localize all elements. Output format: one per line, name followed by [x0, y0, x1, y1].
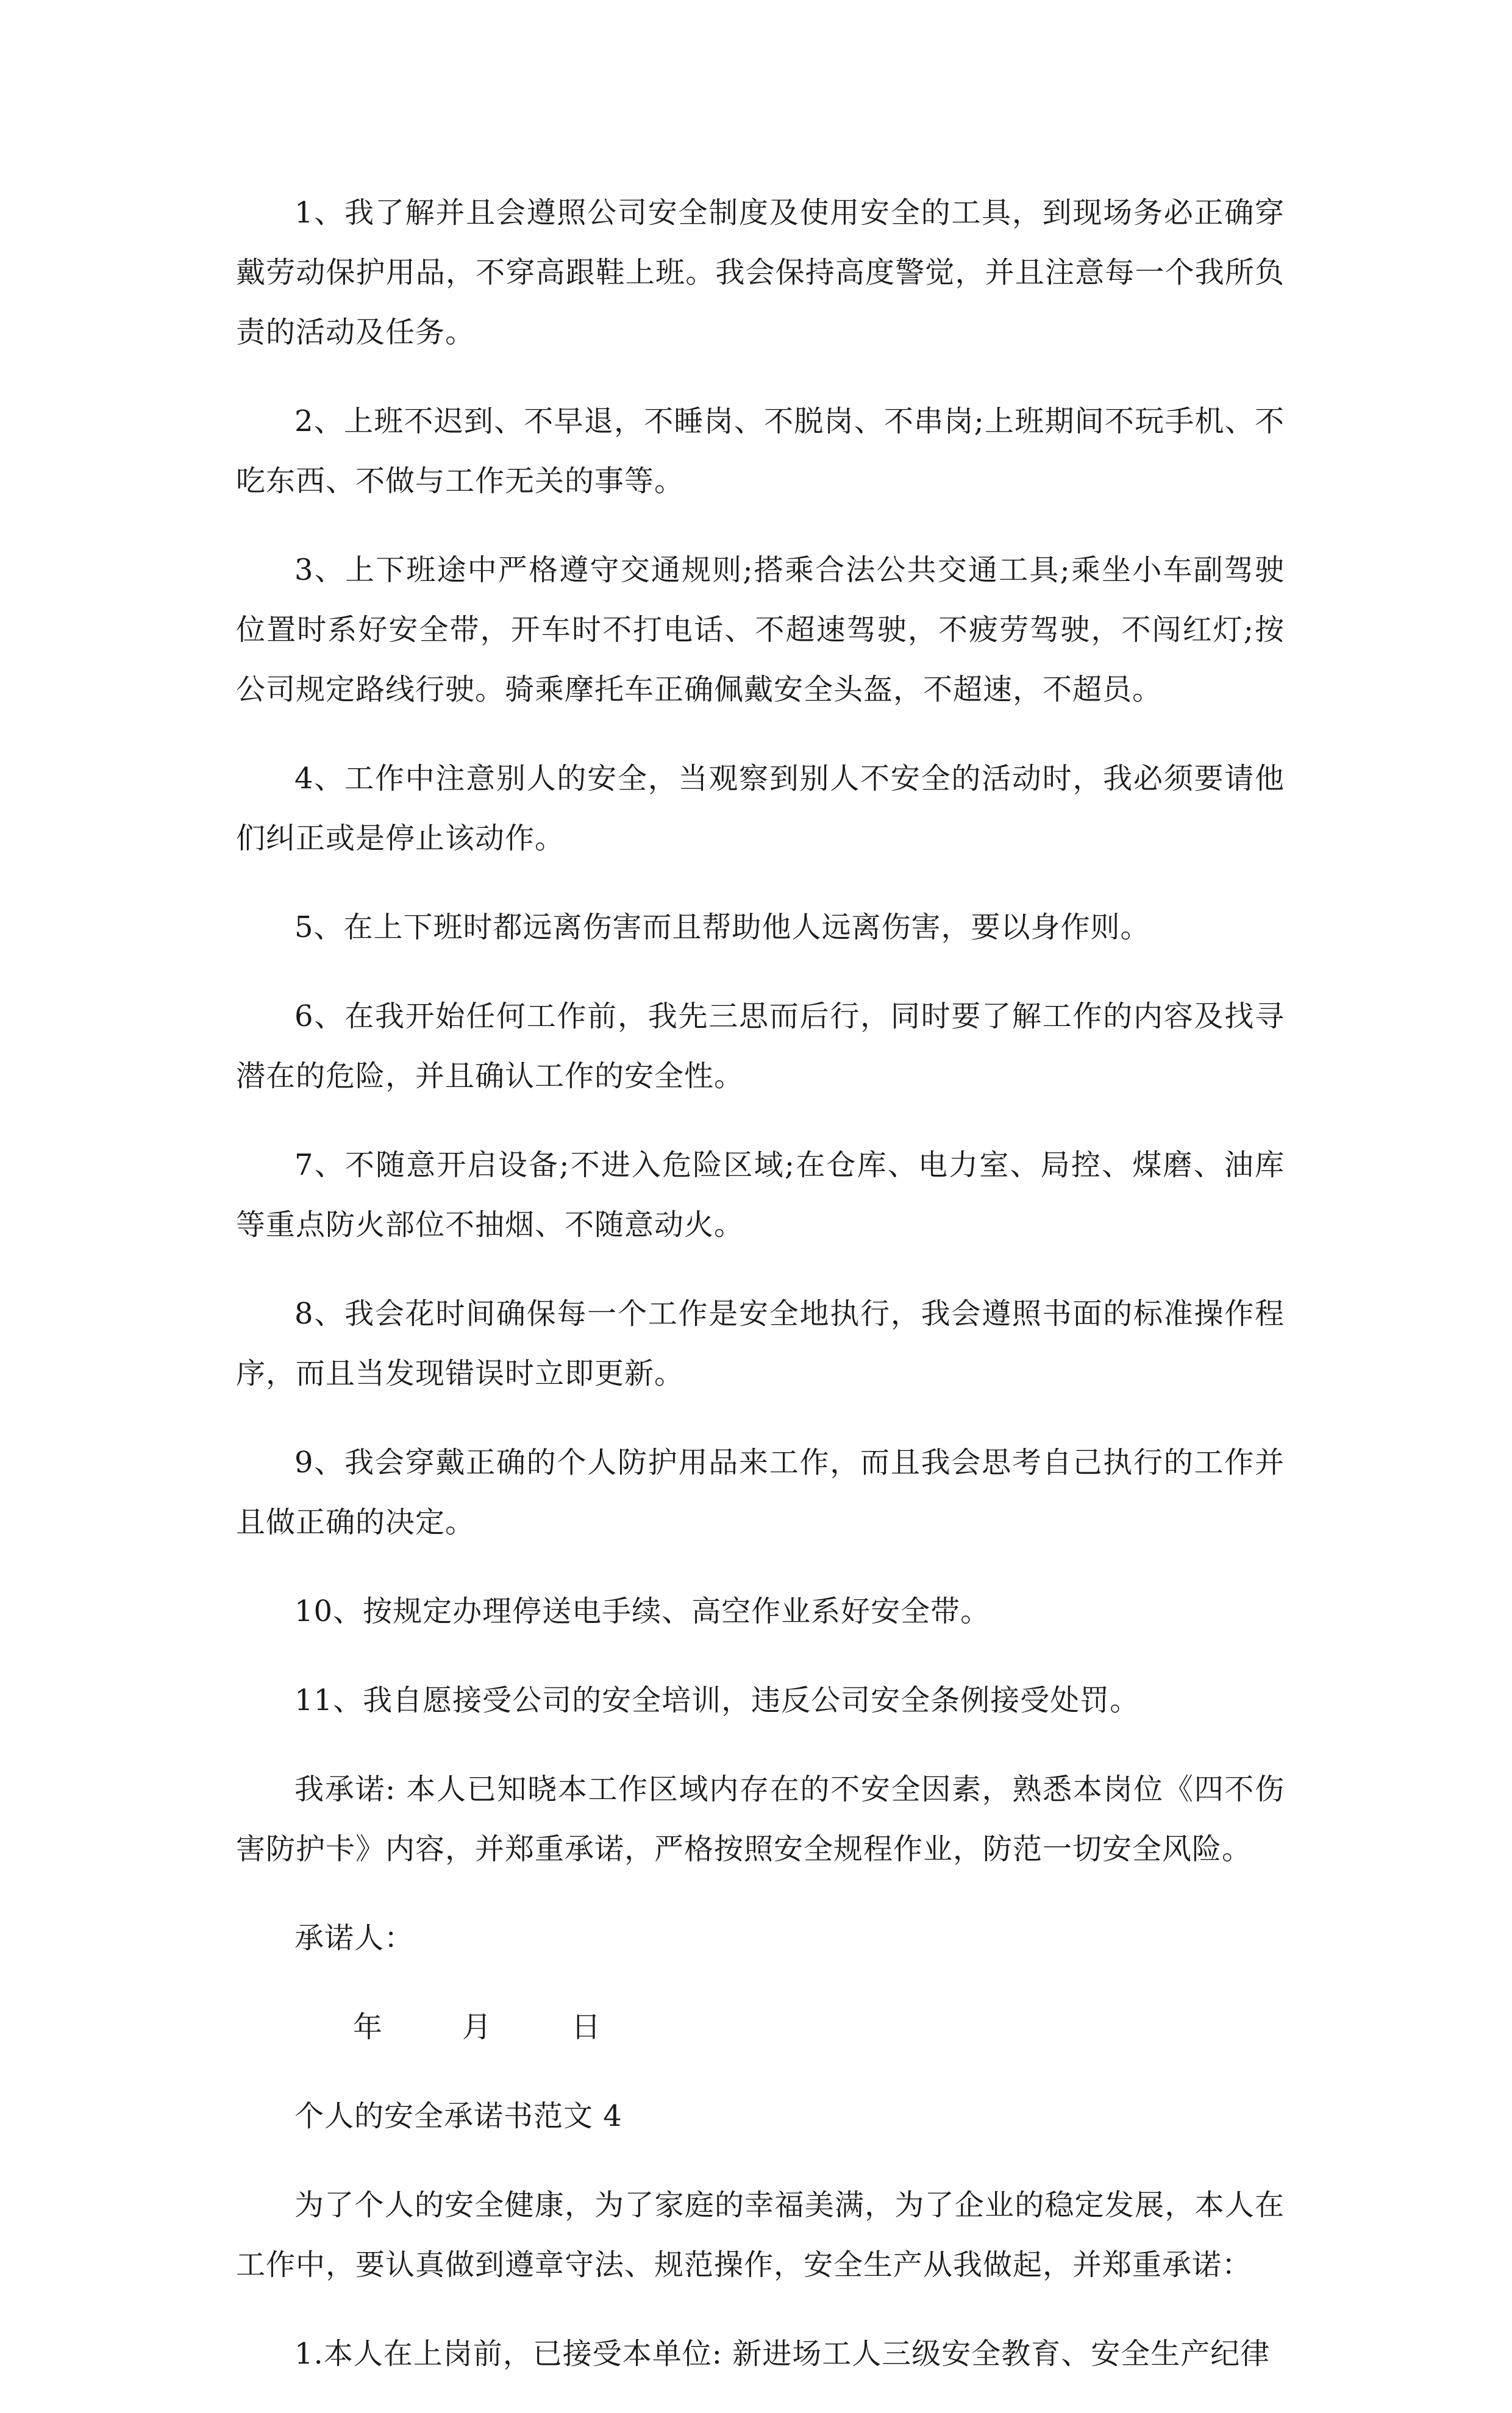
paragraph-item-11: 11、我自愿接受公司的安全培训，违反公司安全条例接受处罚。	[294, 1683, 1140, 1717]
date-month-label: 月	[462, 2010, 493, 2044]
section-intro-paragraph: 为了个人的安全健康，为了家庭的幸福美满，为了企业的稳定发展，本人在工作中，要认真做到遵章守法、规范操作，安全生产从我做起，并郑重承诺：	[236, 2188, 1285, 2282]
paragraph-item-1: 1、我了解并且会遵照公司安全制度及使用安全的工具，到现场务必正确穿戴劳动保护用品，不穿高跟鞋上班。我会保持高度警觉，并且注意每一个我所负责的活动及任务。	[236, 196, 1285, 349]
paragraph-item-7: 7、不随意开启设备;不进入危险区域;在仓库、电力室、局控、煤磨、油库等重点防火部位不抽烟、不随意动火。	[236, 1148, 1285, 1242]
date-day-label: 日	[571, 2010, 602, 2044]
paragraph-item-9: 9、我会穿戴正确的个人防护用品来工作，而且我会思考自己执行的工作并且做正确的决定。	[236, 1445, 1285, 1539]
date-year-label: 年	[353, 2010, 383, 2044]
paragraph-item-10: 10、按规定办理停送电手续、高空作业系好安全带。	[294, 1594, 991, 1628]
paragraph-item-3: 3、上下班途中严格遵守交通规则;搭乘合法公共交通工具;乘坐小车副驾驶位置时系好安全带，开车时不打电话、不超速驾驶，不疲劳驾驶，不闯红灯;按公司规定路线行驶。骑乘摩托车正确佩戴安全头盔，不超速，不超员。	[236, 553, 1285, 707]
section-paragraph-item-1: 1.本人在上岗前，已接受本单位: 新进场工人三级安全教育、安全生产纪律	[294, 2337, 1271, 2371]
paragraph-item-6: 6、在我开始任何工作前，我先三思而后行，同时要了解工作的内容及找寻潜在的危险，并且确认工作的安全性。	[236, 999, 1285, 1093]
signature-label: 承诺人：	[294, 1921, 415, 1955]
date-line	[236, 1997, 1285, 2057]
paragraph-item-2: 2、上班不迟到、不早退，不睡岗、不脱岗、不串岗;上班期间不玩手机、不吃东西、不做与工作无关的事等。	[236, 404, 1285, 498]
section-title: 个人的安全承诺书范文 4	[294, 2099, 622, 2133]
paragraph-item-5: 5、在上下班时都远离伤害而且帮助他人远离伤害，要以身作则。	[294, 910, 1150, 944]
document-body	[236, 183, 1285, 2413]
commitment-paragraph: 我承诺: 本人已知晓本工作区域内存在的不安全因素，熟悉本岗位《四不伤害防护卡》内容，并郑重承诺，严格按照安全规程作业，防范一切安全风险。	[236, 1772, 1285, 1866]
paragraph-item-4: 4、工作中注意别人的安全，当观察到别人不安全的活动时，我必须要请他们纠正或是停止该动作。	[236, 761, 1285, 855]
paragraph-item-8: 8、我会花时间确保每一个工作是安全地执行，我会遵照书面的标准操作程序，而且当发现错误时立即更新。	[236, 1297, 1285, 1391]
